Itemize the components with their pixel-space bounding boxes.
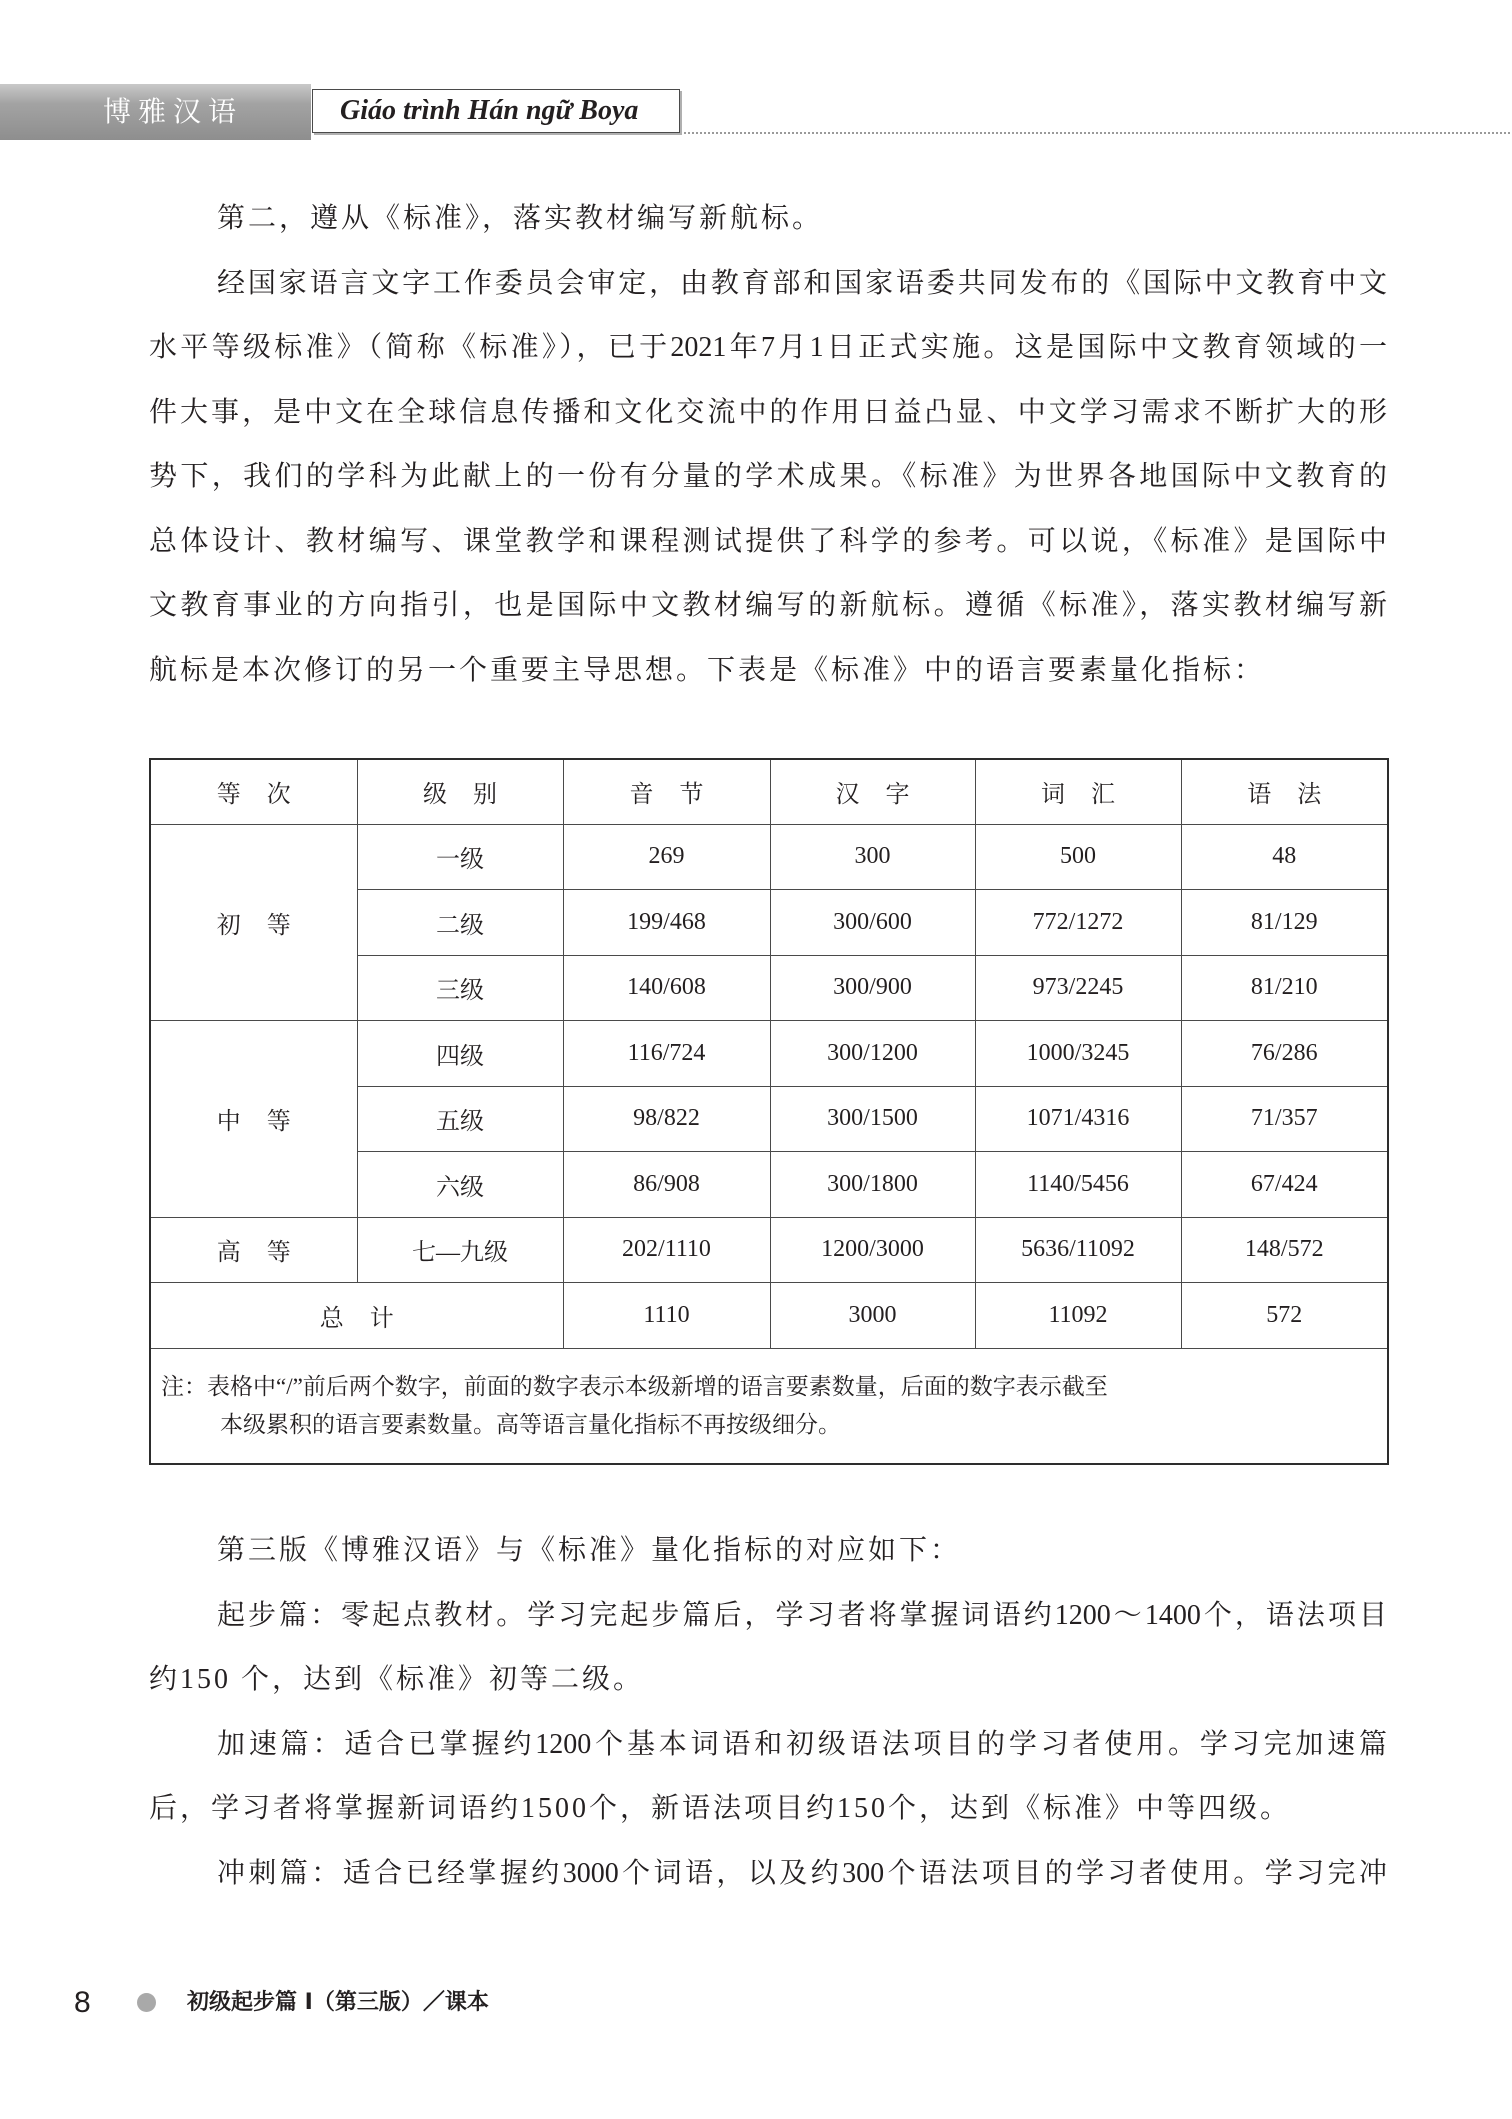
column-header-grammar: 语 法 <box>1181 759 1388 824</box>
grammar-cell: 48 <box>1181 824 1388 890</box>
paragraph-line: 势下，我们的学科为此献上的一份有分量的学术成果。《标准》为世界各地国际中文教育的 <box>149 461 1387 492</box>
column-header-syllables: 音 节 <box>563 759 770 824</box>
level-cell: 七—九级 <box>357 1217 563 1283</box>
paragraph-line: 冲刺篇：适合已经掌握约3000个词语，以及约300个语法项目的学习者使用。学习完冲 <box>217 1857 1387 1889</box>
paragraph-line: 加速篇：适合已掌握约1200个基本词语和初级语法项目的学习者使用。学习完加速篇 <box>217 1728 1387 1760</box>
table-note-row <box>150 1348 1388 1464</box>
grammar-cell: 71/357 <box>1181 1086 1388 1152</box>
page-number: 8 <box>74 1986 91 2019</box>
language-elements-table <box>149 758 1389 1465</box>
syllables-cell: 98/822 <box>563 1086 770 1152</box>
total-syllables: 1110 <box>563 1283 770 1349</box>
column-header-level: 级 别 <box>357 759 563 824</box>
table-row <box>150 1021 1388 1087</box>
characters-cell: 300/1200 <box>770 1021 975 1087</box>
note-line: 注：表格中“/”前后两个数字，前面的数字表示本级新增的语言要素数量，后面的数字表示截至 <box>161 1373 1108 1399</box>
table-header-row <box>150 759 1388 824</box>
paragraph-line: 总体设计、教材编写、课堂教学和课程测试提供了科学的参考。可以说，《标准》是国际中 <box>149 525 1387 557</box>
total-label: 总 计 <box>150 1283 563 1349</box>
vocabulary-cell: 1000/3245 <box>975 1021 1181 1087</box>
section-heading: 第二，遵从《标准》，落实教材编写新航标。 <box>217 203 824 234</box>
tier-cell: 初 等 <box>150 824 357 1021</box>
correspondence-text <box>149 1519 1387 1907</box>
syllables-cell: 199/468 <box>563 890 770 956</box>
paragraph-line: 起步篇：零起点教材。学习完起步篇后，学习者将掌握词语约1200～1400个，语法项目 <box>217 1599 1387 1631</box>
syllables-cell: 86/908 <box>563 1152 770 1218</box>
grammar-cell: 76/286 <box>1181 1021 1388 1087</box>
table-note <box>150 1348 1388 1464</box>
table-row <box>150 824 1388 890</box>
grammar-cell: 81/210 <box>1181 955 1388 1021</box>
grammar-cell: 148/572 <box>1181 1217 1388 1283</box>
vocabulary-cell: 5636/11092 <box>975 1217 1181 1283</box>
vocabulary-cell: 1071/4316 <box>975 1086 1181 1152</box>
footer-bullet-icon <box>137 1993 156 2012</box>
syllables-cell: 202/1110 <box>563 1217 770 1283</box>
vocabulary-cell: 1140/5456 <box>975 1152 1181 1218</box>
total-characters: 3000 <box>770 1283 975 1349</box>
characters-cell: 300/600 <box>770 890 975 956</box>
footer-book-title: 初级起步篇 I（第三版）／课本 <box>187 1990 489 2015</box>
characters-cell: 300 <box>770 824 975 890</box>
grammar-cell: 67/424 <box>1181 1152 1388 1218</box>
section-two-text <box>149 187 1387 703</box>
column-header-tier: 等 次 <box>150 759 357 824</box>
header-dotted-rule <box>684 132 1510 134</box>
level-cell: 四级 <box>357 1021 563 1087</box>
correspondence-intro: 第三版《博雅汉语》与《标准》量化指标的对应如下： <box>217 1535 962 1566</box>
level-cell: 三级 <box>357 955 563 1021</box>
level-cell: 六级 <box>357 1152 563 1218</box>
total-vocabulary: 11092 <box>975 1283 1181 1349</box>
syllables-cell: 116/724 <box>563 1021 770 1087</box>
note-line: 本级累积的语言要素数量。高等语言量化指标不再按级细分。 <box>220 1411 841 1437</box>
table-total-row <box>150 1283 1388 1349</box>
series-title: 博雅汉语 <box>103 95 244 128</box>
characters-cell: 300/1800 <box>770 1152 975 1218</box>
paragraph-line: 航标是本次修订的另一个重要主导思想。下表是《标准》中的语言要素量化指标： <box>149 654 1266 686</box>
paragraph-line: 文教育事业的方向指引，也是国际中文教材编写的新航标。遵循《标准》，落实教材编写新 <box>149 590 1387 621</box>
paragraph-line: 水平等级标准》（简称《标准》），已于2021年7月1日正式实施。这是国际中文教育领域的一 <box>149 332 1387 363</box>
syllables-cell: 269 <box>563 824 770 890</box>
total-grammar: 572 <box>1181 1283 1388 1349</box>
vocabulary-cell: 772/1272 <box>975 890 1181 956</box>
series-subtitle: Giáo trình Hán ngữ Boya <box>340 95 639 126</box>
grammar-cell: 81/129 <box>1181 890 1388 956</box>
paragraph-line: 后，学习者将掌握新词语约1500个，新语法项目约150个，达到《标准》中等四级。 <box>149 1793 1292 1825</box>
level-cell: 二级 <box>357 890 563 956</box>
column-header-vocabulary: 词 汇 <box>975 759 1181 824</box>
paragraph-line: 件大事，是中文在全球信息传播和文化交流中的作用日益凸显、中文学习需求不断扩大的形 <box>149 396 1387 428</box>
characters-cell: 1200/3000 <box>770 1217 975 1283</box>
syllables-cell: 140/608 <box>563 955 770 1021</box>
vocabulary-cell: 973/2245 <box>975 955 1181 1021</box>
level-cell: 五级 <box>357 1086 563 1152</box>
tier-cell: 高 等 <box>150 1217 357 1283</box>
characters-cell: 300/1500 <box>770 1086 975 1152</box>
vocabulary-cell: 500 <box>975 824 1181 890</box>
level-cell: 一级 <box>357 824 563 890</box>
paragraph-line: 约150 个，达到《标准》初等二级。 <box>149 1664 645 1696</box>
characters-cell: 300/900 <box>770 955 975 1021</box>
column-header-characters: 汉 字 <box>770 759 975 824</box>
tier-cell: 中 等 <box>150 1021 357 1218</box>
table-row <box>150 1217 1388 1283</box>
subtitle-box <box>312 89 680 133</box>
paragraph-line: 经国家语言文字工作委员会审定，由教育部和国家语委共同发布的《国际中文教育中文 <box>217 267 1387 299</box>
